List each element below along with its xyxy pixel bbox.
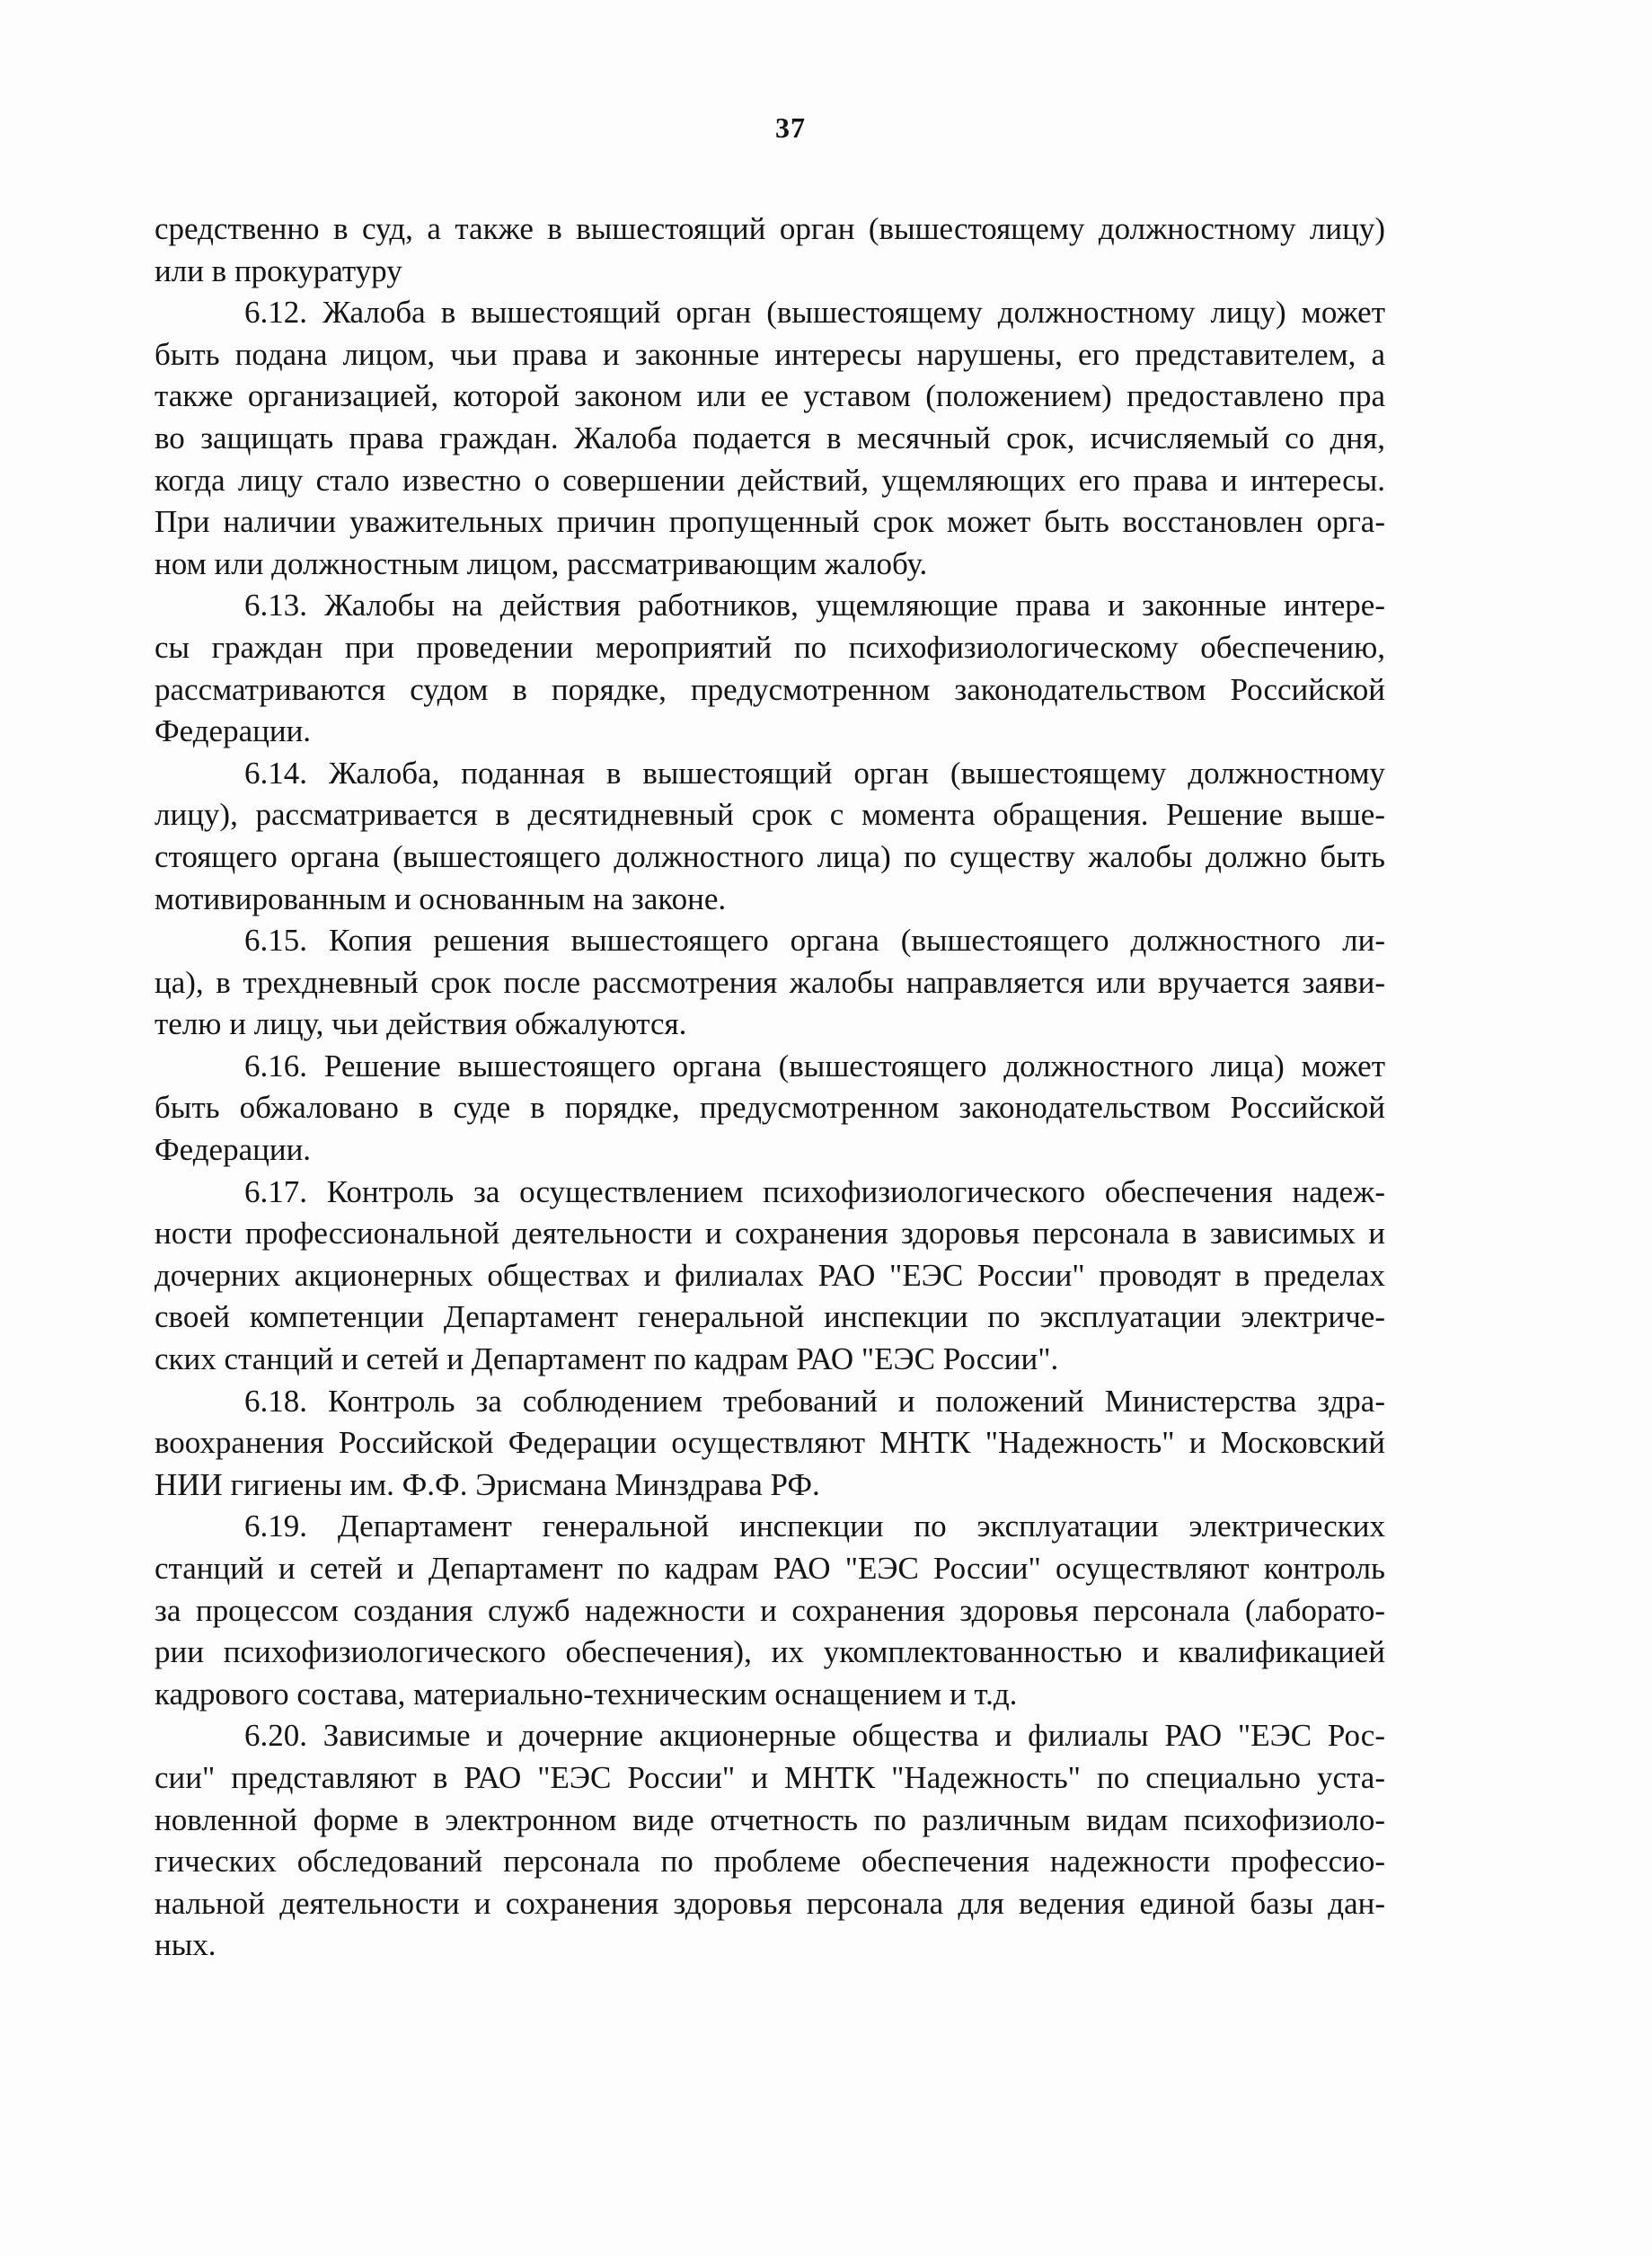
text-line: Федерации. xyxy=(155,713,312,749)
text-line: 6.16. Решение вышестоящего органа (вышестоящего должностного лица) может xyxy=(244,1048,1385,1084)
paragraph xyxy=(155,1715,1385,1967)
text-line: 6.18. Контроль за соблюдением требований и положений Министерства здра- xyxy=(244,1383,1385,1419)
text-line: ца), в трехдневный срок после рассмотрения жалобы направляется или вручается заяви- xyxy=(155,964,1385,1000)
text-line: лицу), рассматривается в десятидневный срок с момента обращения. Решение выше- xyxy=(155,797,1385,833)
text-line: ности профессиональной деятельности и сохранения здоровья персонала в зависимых и xyxy=(155,1216,1385,1252)
text-line: когда лицу стало известно о совершении действий, ущемляющих его права и интересы. xyxy=(155,462,1385,498)
text-line: НИИ гигиены им. Ф.Ф. Эрисмана Минздрава РФ. xyxy=(155,1466,820,1502)
text-line: 6.19. Департамент генеральной инспекции по эксплуатации электрических xyxy=(244,1508,1385,1544)
text-line: рии психофизиологического обеспечения), их укомплектованностью и квалификацией xyxy=(155,1634,1385,1670)
text-line: 6.15. Копия решения вышестоящего органа (вышестоящего должностного ли- xyxy=(244,923,1385,959)
text-line: гических обследований персонала по проблеме обеспечения надежности профессио- xyxy=(155,1844,1385,1880)
text-line: кадрового состава, материально-техническим оснащением и т.д. xyxy=(155,1676,1018,1712)
text-line: Федерации. xyxy=(155,1132,312,1168)
page-number: 37 xyxy=(775,111,806,144)
paragraph xyxy=(155,1172,1385,1381)
text-line: 6.13. Жалобы на действия работников, ущемляющие права и законные интере- xyxy=(244,588,1385,624)
paragraph xyxy=(155,208,1385,292)
text-line: сии" представляют в РАО "ЕЭС России" и МНТК "Надежность" по специально уста- xyxy=(155,1759,1385,1795)
paragraph xyxy=(155,920,1385,1046)
text-line: При наличии уважительных причин пропущенный срок может быть восстановлен орга- xyxy=(155,504,1385,540)
text-line: ных. xyxy=(155,1927,216,1963)
document-body xyxy=(155,208,1385,1967)
text-line: ном или должностным лицом, рассматривающим жалобу. xyxy=(155,545,928,581)
text-line: дочерних акционерных обществах и филиалах РАО "ЕЭС России" проводят в пределах xyxy=(155,1257,1385,1293)
text-line: или в прокуратуру xyxy=(155,252,402,288)
text-line: своей компетенции Департамент генеральной инспекции по эксплуатации электриче- xyxy=(155,1299,1385,1335)
text-line: 6.14. Жалоба, поданная в вышестоящий орган (вышестоящему должностному xyxy=(244,755,1385,791)
paragraph xyxy=(155,753,1385,920)
text-line: быть подана лицом, чьи права и законные интересы нарушены, его представителем, а xyxy=(155,336,1385,372)
text-line: 6.17. Контроль за осуществлением психофизиологического обеспечения надеж- xyxy=(244,1173,1385,1209)
text-line: за процессом создания служб надежности и сохранения здоровья персонала (лаборато- xyxy=(155,1592,1385,1628)
text-line: 6.12. Жалоба в вышестоящий орган (вышестоящему должностному лицу) может xyxy=(244,295,1385,331)
paragraph xyxy=(155,1046,1385,1172)
text-line: сы граждан при проведении мероприятий по психофизиологическому обеспечению, xyxy=(155,629,1385,665)
text-line: мотивированным и основанным на законе. xyxy=(155,880,727,916)
text-line: средственно в суд, а также в вышестоящий орган (вышестоящему должностному лицу) xyxy=(155,211,1385,246)
paragraph xyxy=(155,1381,1385,1507)
text-line: стоящего органа (вышестоящего должностного лица) по существу жалобы должно быть xyxy=(155,838,1385,874)
text-line: ских станций и сетей и Департамент по кадрам РАО "ЕЭС России". xyxy=(155,1341,1059,1377)
text-line: нальной деятельности и сохранения здоровья персонала для ведения единой базы дан- xyxy=(155,1885,1385,1921)
text-line: во защищать права граждан. Жалоба подается в месячный срок, исчисляемый со дня, xyxy=(155,420,1385,456)
text-line: быть обжаловано в суде в порядке, предусмотренном законодательством Российской xyxy=(155,1090,1385,1126)
text-line: также организацией, которой законом или ее уставом (положением) предоставлено пра xyxy=(155,378,1385,414)
paragraph xyxy=(155,1506,1385,1715)
text-line: станций и сетей и Департамент по кадрам РАО "ЕЭС России" осуществляют контроль xyxy=(155,1551,1385,1586)
text-line: 6.20. Зависимые и дочерние акционерные общества и филиалы РАО "ЕЭС Рос- xyxy=(244,1718,1385,1754)
paragraph xyxy=(155,585,1385,752)
paragraph xyxy=(155,292,1385,585)
text-line: рассматриваются судом в порядке, предусмотренном законодательством Российской xyxy=(155,671,1385,707)
text-line: воохранения Российской Федерации осуществляют МНТК "Надежность" и Московский xyxy=(155,1425,1385,1461)
text-line: телю и лицу, чьи действия обжалуются. xyxy=(155,1006,687,1042)
text-line: новленной форме в электронном виде отчетность по различным видам психофизиоло- xyxy=(155,1801,1385,1837)
